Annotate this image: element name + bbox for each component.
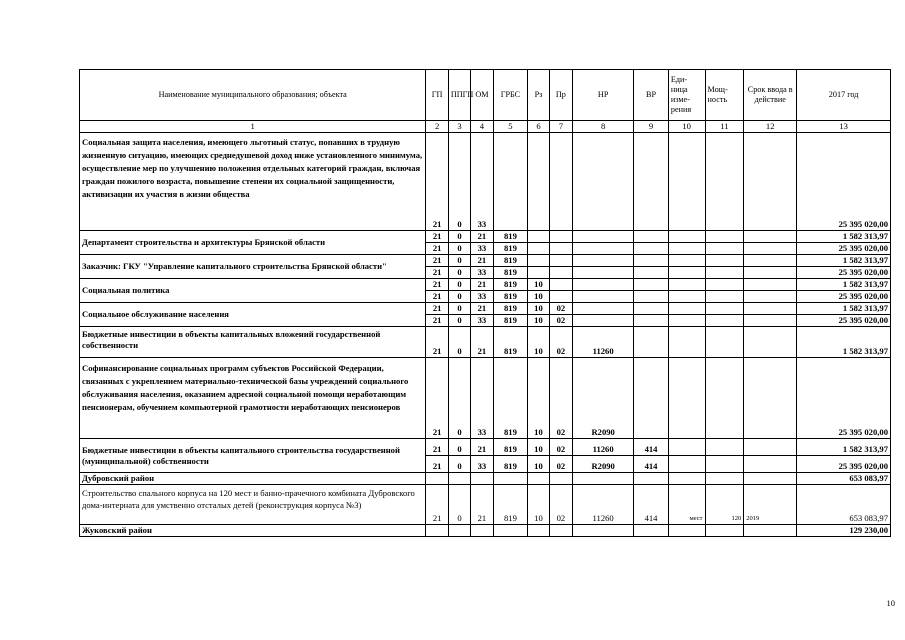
cell-grbs: 819	[493, 303, 528, 315]
column-number: 2	[426, 121, 448, 133]
cell-vr: 414	[634, 439, 669, 456]
header-ppgp: ППГП	[448, 70, 470, 121]
header-grbs: ГРБС	[493, 70, 528, 121]
cell-gp: 21	[426, 485, 448, 525]
table-row	[80, 525, 891, 537]
cell-om: 21	[471, 279, 493, 291]
cell-rz: 10	[528, 456, 549, 473]
column-number: 8	[573, 121, 634, 133]
cell-rz: 10	[528, 358, 549, 439]
cell-pr: 02	[549, 439, 572, 456]
cell-nr: 11260	[573, 485, 634, 525]
cell-amount: 1 582 313,97	[797, 327, 891, 358]
column-number: 6	[528, 121, 549, 133]
cell-ppgp: 0	[448, 315, 470, 327]
header-capacity: Мощ-ность	[705, 70, 744, 121]
cell-amount: 25 395 020,00	[797, 358, 891, 439]
cell-gp: 21	[426, 358, 448, 439]
cell-gp: 21	[426, 315, 448, 327]
cell-unit	[668, 133, 705, 231]
budget-table	[79, 69, 891, 537]
row-name: Жуковский район	[80, 525, 426, 537]
cell-capacity	[705, 133, 744, 231]
cell-grbs: 819	[493, 231, 528, 243]
cell-rz: 10	[528, 315, 549, 327]
cell-ppgp: 0	[448, 279, 470, 291]
cell-ppgp: 0	[448, 358, 470, 439]
cell-gp: 21	[426, 243, 448, 255]
cell-nr: R2090	[573, 456, 634, 473]
cell-amount: 25 395 020,00	[797, 133, 891, 231]
page-number: 10	[886, 598, 895, 608]
column-number: 4	[471, 121, 493, 133]
header-pr: Пр	[549, 70, 572, 121]
header-rz: Рз	[528, 70, 549, 121]
header-name: Наименование муниципального образования; объекта	[80, 70, 426, 121]
cell-ppgp: 0	[448, 303, 470, 315]
cell-om: 33	[471, 456, 493, 473]
cell-om: 33	[471, 358, 493, 439]
cell-grbs: 819	[493, 327, 528, 358]
cell-amount: 25 395 020,00	[797, 243, 891, 255]
cell-ppgp: 0	[448, 243, 470, 255]
cell-amount: 25 395 020,00	[797, 291, 891, 303]
row-name: Строительство спального корпуса на 120 мест и банно-прачечного комбината Дубровского дома-интерната для умственно отсталых детей (реконструкция корпуса №3)	[80, 485, 426, 525]
cell-gp: 21	[426, 327, 448, 358]
row-name: Департамент строительства и архитектуры Брянской области	[80, 231, 426, 255]
table-row	[80, 358, 891, 439]
cell-ppgp: 0	[448, 291, 470, 303]
cell-om: 21	[471, 255, 493, 267]
cell-gp: 21	[426, 133, 448, 231]
cell-amount: 1 582 313,97	[797, 231, 891, 243]
table-row	[80, 439, 891, 456]
cell-om: 33	[471, 291, 493, 303]
row-name: Софинансирование социальных программ субъектов Российской Федерации, связанных с укреплением материально-технической базы учреждений социального обслуживания населения, оказанием адресной социальной помощи неработающим пенсионерам, обучением компьютерной грамотности неработающих пенсионеров	[80, 358, 426, 439]
cell-om: 33	[471, 133, 493, 231]
cell-rz: 10	[528, 279, 549, 291]
cell-pr: 02	[549, 358, 572, 439]
cell-pr: 02	[549, 327, 572, 358]
cell-ppgp: 0	[448, 231, 470, 243]
column-number: 12	[744, 121, 797, 133]
column-number: 10	[668, 121, 705, 133]
column-number: 3	[448, 121, 470, 133]
cell-om: 21	[471, 231, 493, 243]
cell-pr: 02	[549, 456, 572, 473]
cell-om: 21	[471, 303, 493, 315]
cell-ppgp: 0	[448, 485, 470, 525]
row-name: Бюджетные инвестиции в объекты капитальных вложений государственной собственности	[80, 327, 426, 358]
cell-grbs: 819	[493, 267, 528, 279]
row-name: Заказчик: ГКУ "Управление капитального строительства Брянской области"	[80, 255, 426, 279]
cell-vr: 414	[634, 456, 669, 473]
cell-gp: 21	[426, 255, 448, 267]
cell-gp: 21	[426, 267, 448, 279]
cell-pr: 02	[549, 485, 572, 525]
cell-nr: 11260	[573, 327, 634, 358]
header-row	[80, 70, 891, 121]
cell-amount: 653 083,97	[797, 485, 891, 525]
cell-rz: 10	[528, 303, 549, 315]
table-row	[80, 255, 891, 267]
cell-pr: 02	[549, 303, 572, 315]
cell-ppgp: 0	[448, 439, 470, 456]
table-row	[80, 327, 891, 358]
row-name: Социальная защита населения, имеющего льготный статус, попавших в трудную жизненную ситуацию, имеющих среднедушевой доход ниже установленного минимума, осуществление мер по улучшению положения отдельных категорий граждан, включая граждан пожилого возраста, повышение степени их социальной защищенности, активизации их участия в жизни общества	[80, 133, 426, 231]
cell-amount: 1 582 313,97	[797, 255, 891, 267]
cell-deadline	[744, 133, 797, 231]
header-om: ОМ	[471, 70, 493, 121]
cell-pr: 02	[549, 315, 572, 327]
column-number: 1	[80, 121, 426, 133]
header-vr: ВР	[634, 70, 669, 121]
cell-om: 33	[471, 267, 493, 279]
table-row	[80, 279, 891, 291]
table-row	[80, 133, 891, 231]
column-number: 9	[634, 121, 669, 133]
cell-om: 33	[471, 243, 493, 255]
cell-grbs: 819	[493, 315, 528, 327]
cell-deadline: 2019	[744, 485, 797, 525]
row-name: Социальное обслуживание населения	[80, 303, 426, 327]
table-row	[80, 485, 891, 525]
cell-nr	[573, 133, 634, 231]
cell-nr: R2090	[573, 358, 634, 439]
row-name: Социальная политика	[80, 279, 426, 303]
cell-pr	[549, 133, 572, 231]
cell-grbs: 819	[493, 291, 528, 303]
header-nr: НР	[573, 70, 634, 121]
column-number: 13	[797, 121, 891, 133]
cell-gp: 21	[426, 303, 448, 315]
cell-rz: 10	[528, 485, 549, 525]
row-name: Бюджетные инвестиции в объекты капитального строительства государственной (муниципальной) собственности	[80, 439, 426, 473]
table-row	[80, 473, 891, 485]
cell-gp: 21	[426, 231, 448, 243]
cell-gp: 21	[426, 291, 448, 303]
cell-vr	[634, 133, 669, 231]
cell-om: 33	[471, 315, 493, 327]
cell-ppgp: 0	[448, 255, 470, 267]
cell-rz	[528, 133, 549, 231]
cell-amount: 1 582 313,97	[797, 279, 891, 291]
cell-amount: 1 582 313,97	[797, 303, 891, 315]
cell-amount: 129 230,00	[797, 525, 891, 537]
cell-grbs: 819	[493, 485, 528, 525]
cell-amount: 25 395 020,00	[797, 456, 891, 473]
header-unit: Еди-ница изме-рения	[668, 70, 705, 121]
cell-gp: 21	[426, 456, 448, 473]
column-number: 11	[705, 121, 744, 133]
cell-nr: 11260	[573, 439, 634, 456]
row-name: Дубровский район	[80, 473, 426, 485]
cell-gp: 21	[426, 279, 448, 291]
cell-amount: 1 582 313,97	[797, 439, 891, 456]
column-number: 5	[493, 121, 528, 133]
cell-vr: 414	[634, 485, 669, 525]
header-gp: ГП	[426, 70, 448, 121]
cell-grbs: 819	[493, 358, 528, 439]
header-year: 2017 год	[797, 70, 891, 121]
cell-rz: 10	[528, 327, 549, 358]
column-number: 7	[549, 121, 572, 133]
cell-ppgp: 0	[448, 267, 470, 279]
cell-om: 21	[471, 439, 493, 456]
cell-amount: 653 083,97	[797, 473, 891, 485]
column-numbers-row	[80, 121, 891, 133]
cell-grbs: 819	[493, 243, 528, 255]
cell-amount: 25 395 020,00	[797, 315, 891, 327]
cell-grbs: 819	[493, 439, 528, 456]
table-row	[80, 303, 891, 315]
cell-ppgp: 0	[448, 133, 470, 231]
cell-gp: 21	[426, 439, 448, 456]
cell-ppgp: 0	[448, 456, 470, 473]
cell-grbs	[493, 133, 528, 231]
cell-grbs: 819	[493, 255, 528, 267]
cell-rz: 10	[528, 439, 549, 456]
header-deadline: Срок ввода в действие	[744, 70, 797, 121]
cell-grbs: 819	[493, 456, 528, 473]
cell-ppgp: 0	[448, 327, 470, 358]
cell-amount: 25 395 020,00	[797, 267, 891, 279]
cell-om: 21	[471, 327, 493, 358]
cell-om: 21	[471, 485, 493, 525]
cell-capacity: 120	[705, 485, 744, 525]
cell-unit: мест	[668, 485, 705, 525]
cell-rz: 10	[528, 291, 549, 303]
table-row	[80, 231, 891, 243]
cell-grbs: 819	[493, 279, 528, 291]
